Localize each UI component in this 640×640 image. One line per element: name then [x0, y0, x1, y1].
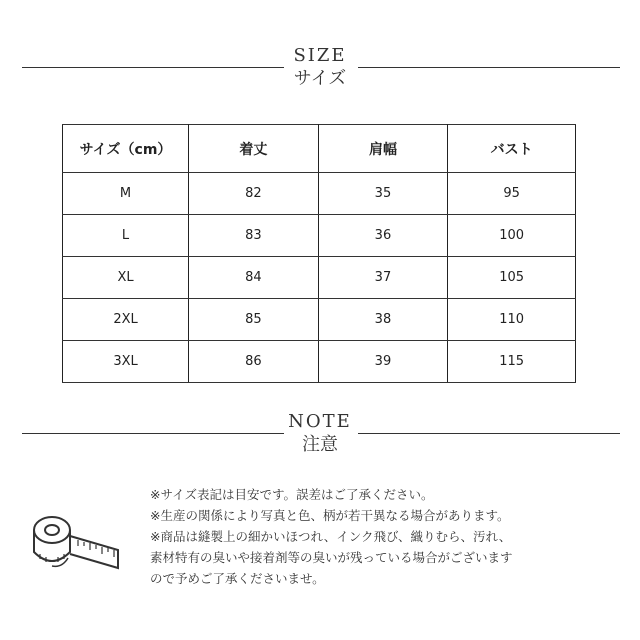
header-bust: バスト: [448, 125, 576, 173]
table-row: [63, 299, 576, 341]
cell-length: 85: [189, 299, 319, 341]
note-line: 素材特有の臭いや接着剤等の臭いが残っている場合がございます: [150, 550, 513, 565]
header-shoulder: 肩幅: [318, 125, 448, 173]
cell-shoulder: 37: [318, 257, 448, 299]
cell-size: 2XL: [63, 299, 189, 341]
header-size: サイズ（cm）: [63, 125, 189, 173]
note-divider-left: [22, 433, 284, 434]
cell-length: 86: [189, 341, 319, 383]
cell-bust: 100: [448, 215, 576, 257]
size-table: [62, 124, 576, 383]
size-title-en: SIZE: [293, 45, 347, 66]
header-length: 着丈: [189, 125, 319, 173]
cell-length: 82: [189, 173, 319, 215]
cell-size: 3XL: [63, 341, 189, 383]
note-line: ※商品は縫製上の細かいほつれ、インク飛び、織りむら、汚れ、: [150, 529, 512, 544]
cell-shoulder: 38: [318, 299, 448, 341]
cell-bust: 105: [448, 257, 576, 299]
note-text: [150, 484, 630, 589]
cell-bust: 115: [448, 341, 576, 383]
note-line: ※サイズ表記は目安です。誤差はご了承ください。: [150, 487, 434, 502]
cell-shoulder: 35: [318, 173, 448, 215]
cell-bust: 95: [448, 173, 576, 215]
table-row: [63, 173, 576, 215]
table-row: [63, 215, 576, 257]
note-section-header: [0, 412, 640, 456]
note-line: ので予めご了承くださいませ。: [150, 571, 325, 586]
cell-shoulder: 39: [318, 341, 448, 383]
cell-size: M: [63, 173, 189, 215]
cell-size: XL: [63, 257, 189, 299]
note-divider-right: [358, 433, 620, 434]
table-row: [63, 257, 576, 299]
cell-shoulder: 36: [318, 215, 448, 257]
size-section-header: [0, 46, 640, 90]
cell-length: 83: [189, 215, 319, 257]
table-row: [63, 341, 576, 383]
measuring-tape-icon: [22, 496, 122, 586]
cell-bust: 110: [448, 299, 576, 341]
cell-size: L: [63, 215, 189, 257]
cell-length: 84: [189, 257, 319, 299]
size-title-ja: サイズ: [293, 68, 347, 89]
size-divider-right: [358, 67, 620, 68]
size-divider-left: [22, 67, 284, 68]
note-title-ja: 注意: [302, 434, 338, 455]
note-line: ※生産の関係により写真と色、柄が若干異なる場合があります。: [150, 508, 510, 523]
note-title-en: NOTE: [288, 411, 352, 432]
table-header-row: [63, 125, 576, 173]
